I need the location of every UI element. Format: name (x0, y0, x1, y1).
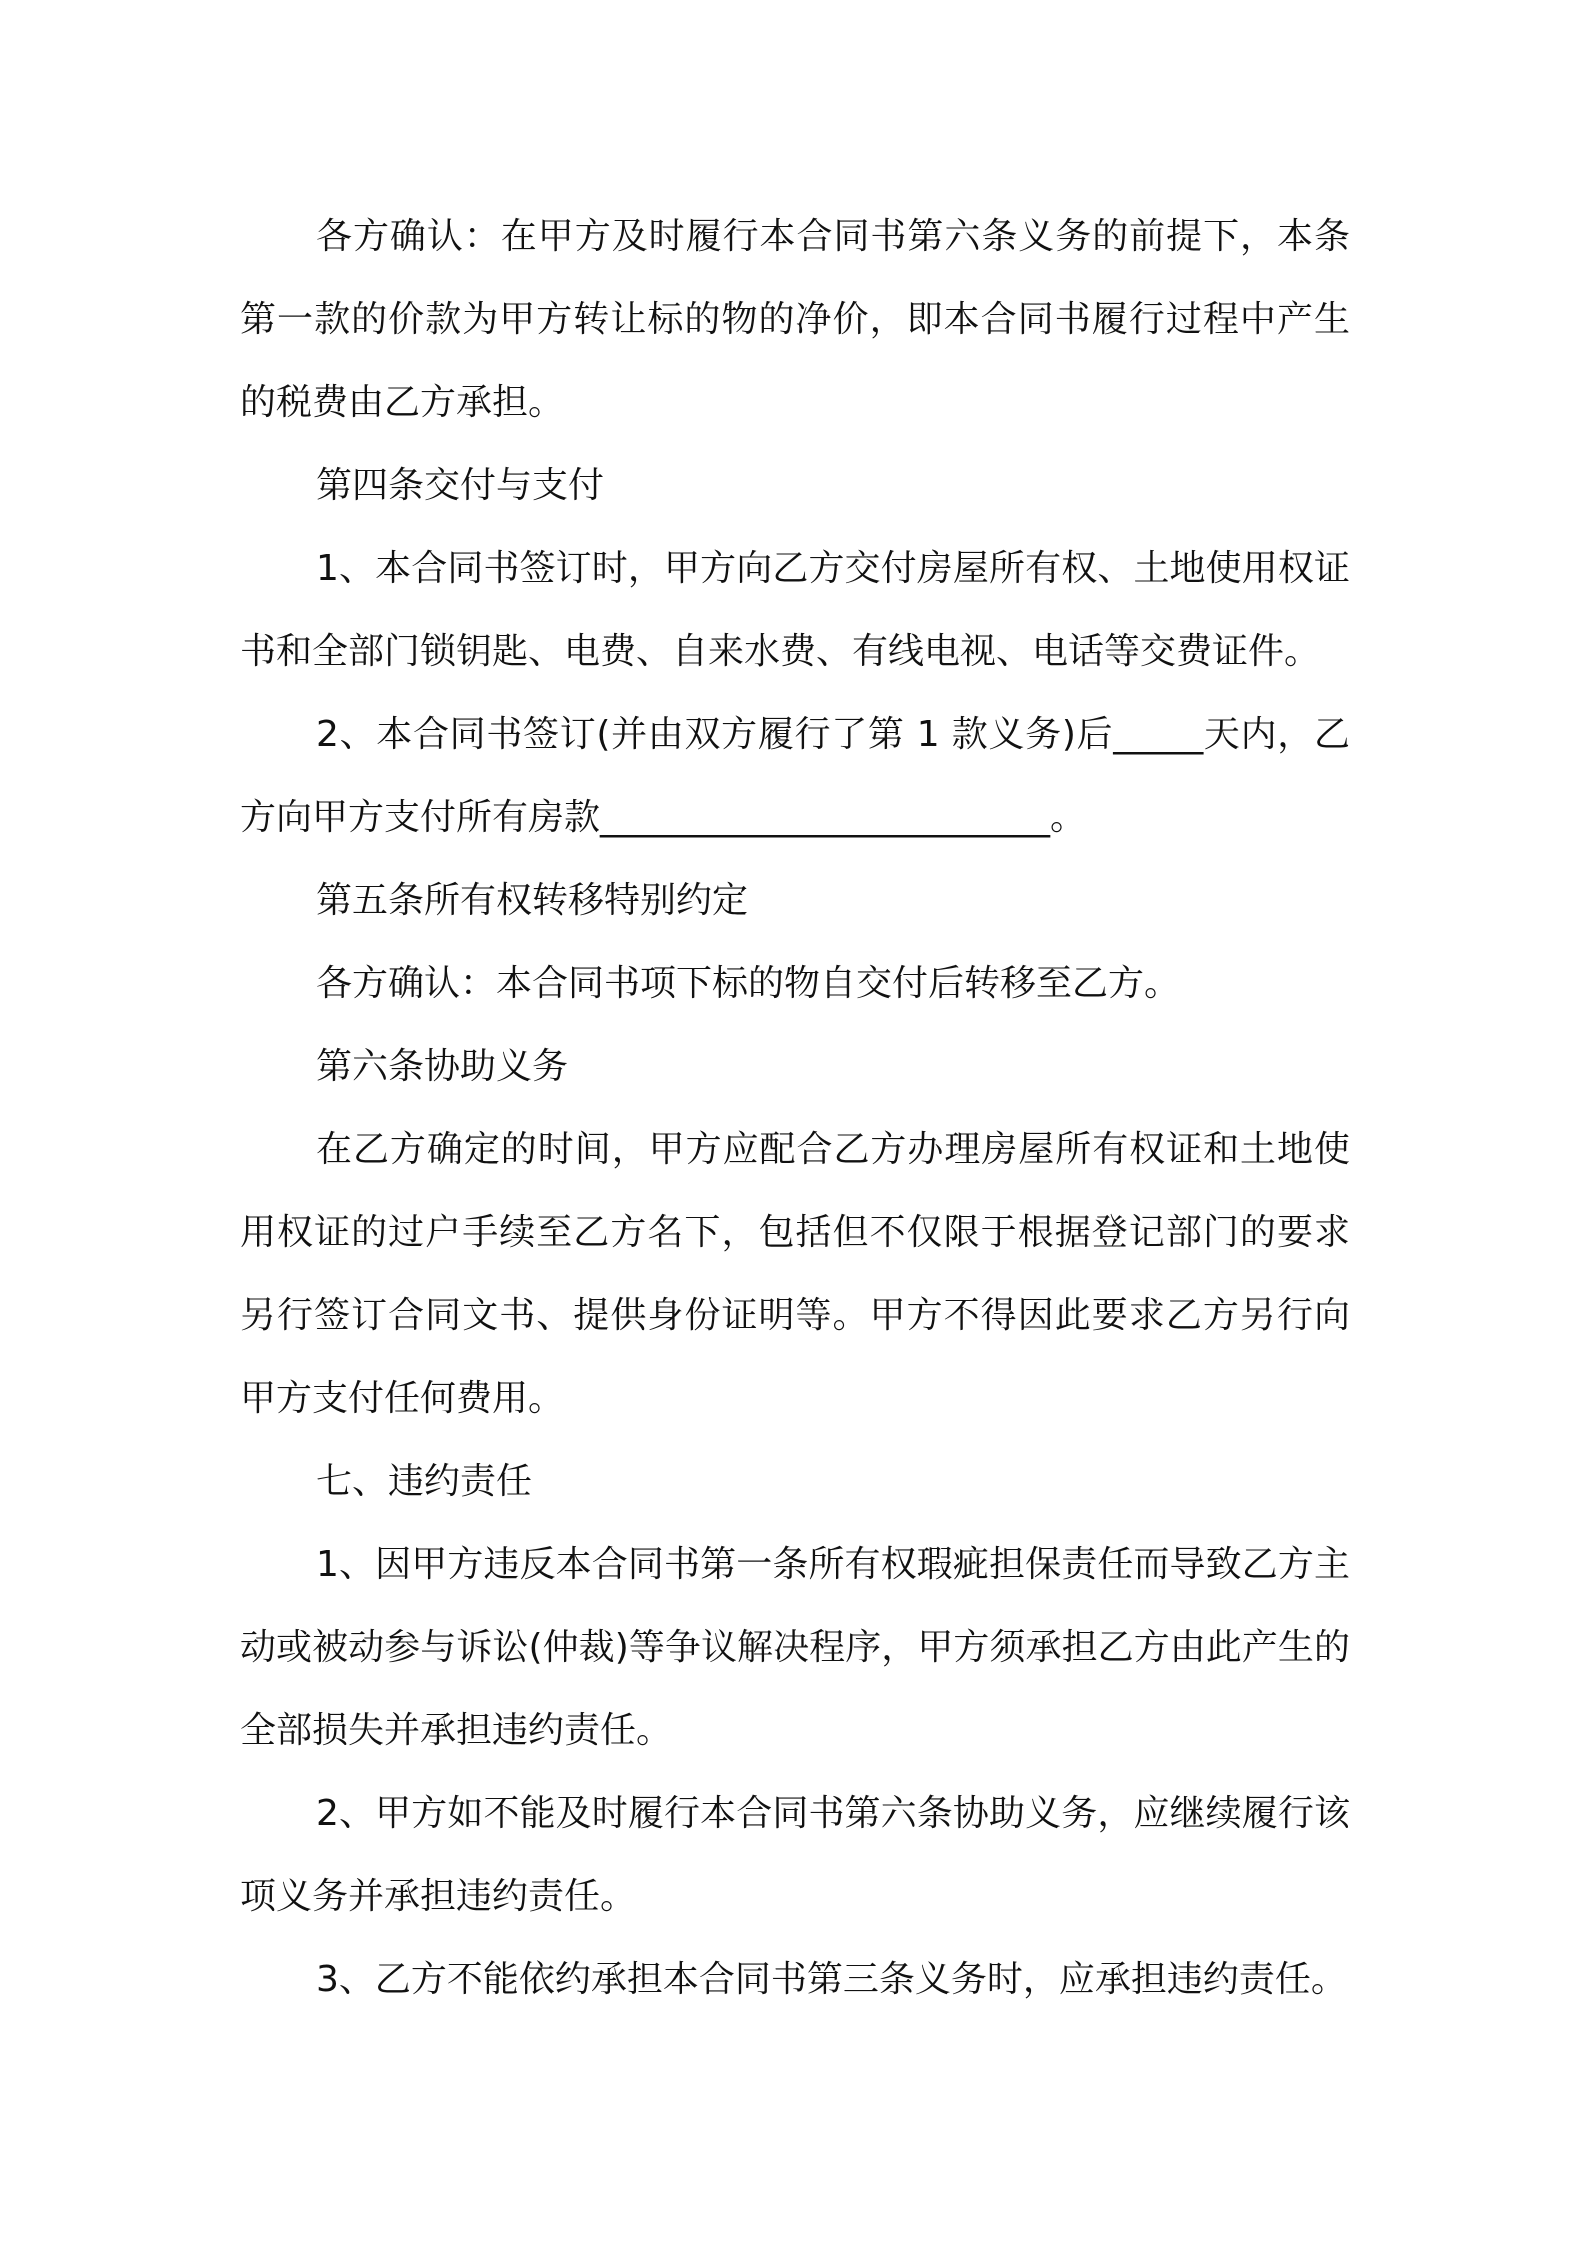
section-heading-article-6: 第六条协助义务 (316, 1046, 569, 1087)
paragraph-article-7-item-1: 1、因甲方违反本合同书第一条所有权瑕疵担保责任而导致乙方主动或被动参与诉讼(仲裁)等争议解决程序，甲方须承担乙方由此产生的全部损失并承担违约责任。 (240, 1544, 1350, 1751)
section-heading-article-5: 第五条所有权转移特别约定 (316, 880, 749, 921)
paragraph-article-7-item-3: 3、乙方不能依约承担本合同书第三条义务时，应承担违约责任。 (316, 1959, 1347, 2000)
section-heading-article-7: 七、违约责任 (316, 1461, 533, 1502)
paragraph-article-4-item-1: 1、本合同书签订时，甲方向乙方交付房屋所有权、土地使用权证书和全部门锁钥匙、电费、自来水费、有线电视、电话等交费证件。 (240, 548, 1350, 672)
paragraph-article-4-item-2: 2、本合同书签订(并由双方履行了第 1 款义务)后_____天内，乙方向甲方支付所有房款_________________________。 (240, 714, 1350, 838)
paragraph-article-7-item-2: 2、甲方如不能及时履行本合同书第六条协助义务，应继续履行该项义务并承担违约责任。 (240, 1793, 1350, 1917)
paragraph-article-5-confirmation: 各方确认：本合同书项下标的物自交付后转移至乙方。 (316, 963, 1181, 1004)
section-heading-article-4: 第四条交付与支付 (316, 465, 605, 506)
paragraph-tax-confirmation: 各方确认：在甲方及时履行本合同书第六条义务的前提下，本条第一款的价款为甲方转让标的物的净价，即本合同书履行过程中产生的税费由乙方承担。 (240, 216, 1350, 423)
document-body (240, 195, 1350, 2021)
paragraph-article-6-body: 在乙方确定的时间，甲方应配合乙方办理房屋所有权证和土地使用权证的过户手续至乙方名下，包括但不仅限于根据登记部门的要求另行签订合同文书、提供身份证明等。甲方不得因此要求乙方另行向甲方支付任何费用。 (240, 1129, 1350, 1419)
